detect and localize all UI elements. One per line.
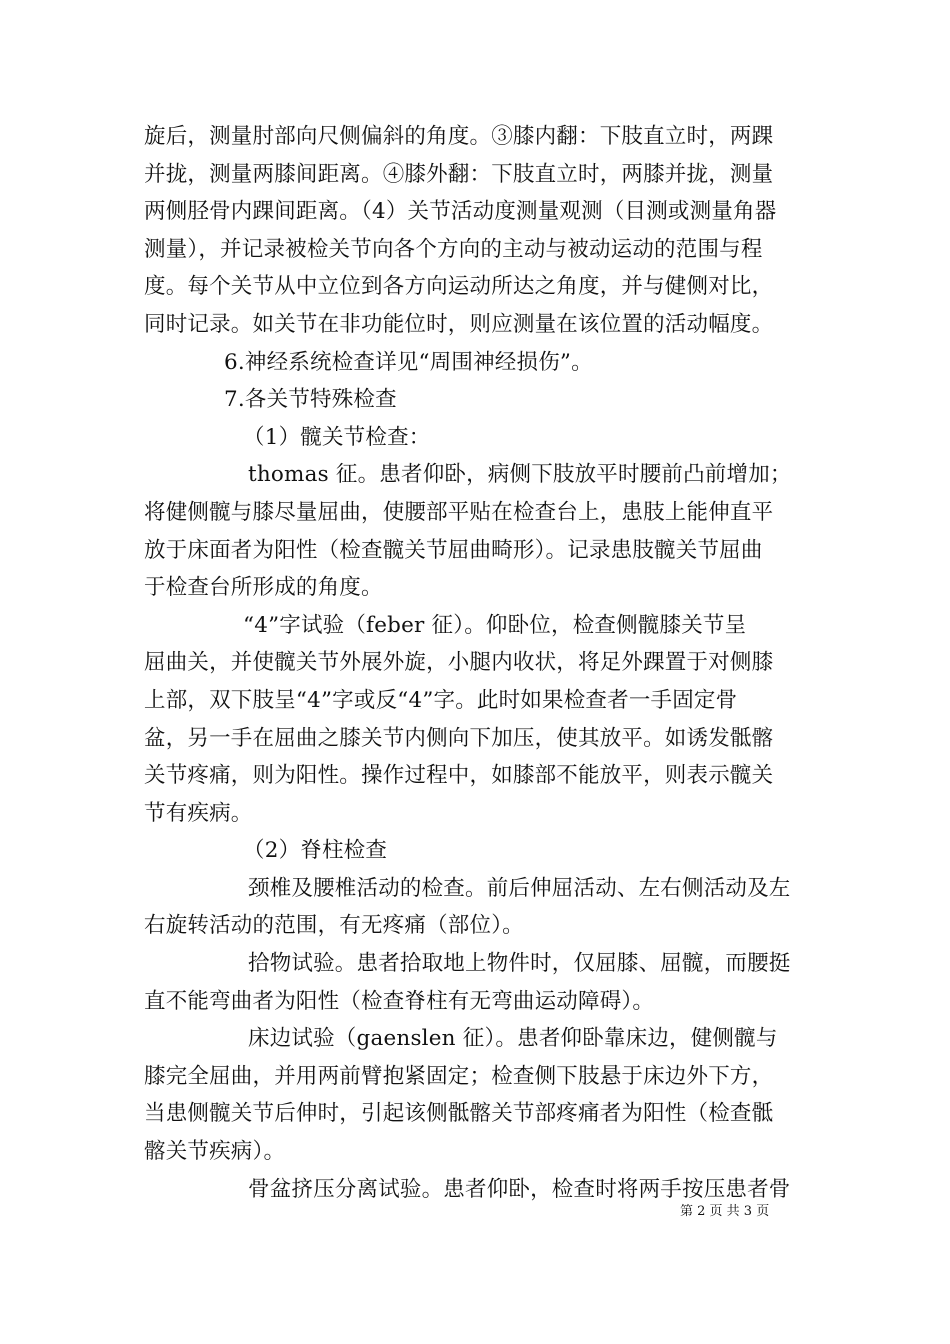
- text-line: thomas 征。患者仰卧，病侧下肢放平时腰前凸前增加；: [248, 462, 792, 488]
- subsection-heading: （1）髋关节检查：: [243, 424, 431, 450]
- text-line: 髂关节疾病）。: [144, 1139, 286, 1165]
- section-heading: 7.各关节特殊检查: [224, 387, 397, 413]
- subsection-heading: （2）脊柱检查: [243, 838, 388, 864]
- text-line: 同时记录。如关节在非功能位时，则应测量在该位置的活动幅度。: [144, 311, 774, 337]
- text-line: 于检查台所形成的角度。: [144, 575, 383, 601]
- text-line: 右旋转活动的范围，有无疼痛（部位）。: [144, 913, 524, 939]
- text-line: 度。每个关节从中立位到各方向运动所达之角度，并与健侧对比，: [144, 274, 774, 300]
- text-line: 骨盆挤压分离试验。患者仰卧，检查时将两手按压患者骨: [248, 1176, 791, 1202]
- text-line: 颈椎及腰椎活动的检查。前后伸屈活动、左右侧活动及左: [248, 875, 791, 901]
- text-line: 膝完全屈曲，并用两前臂抱紧固定；检查侧下肢悬于床边外下方，: [144, 1063, 774, 1089]
- text-line: 测量），并记录被检关节向各个方向的主动与被动运动的范围与程: [144, 236, 763, 262]
- page-number-footer: 第 2 页 共 3 页: [680, 1204, 770, 1219]
- text-line: 直不能弯曲者为阳性（检查脊柱有无弯曲运动障碍）。: [144, 988, 655, 1014]
- text-line: 将健侧髋与膝尽量屈曲，使腰部平贴在检查台上，患肢上能伸直平: [144, 499, 774, 525]
- text-line: 关节疼痛，则为阳性。操作过程中，如膝部不能放平，则表示髋关: [144, 763, 774, 789]
- text-line: 上部，双下肢呈“4”字或反“4”字。此时如果检查者一手固定骨: [144, 687, 738, 713]
- text-line: 节有疾病。: [144, 800, 253, 826]
- text-line: 拾物试验。患者拾取地上物件时，仅屈膝、屈髋，而腰挺: [248, 951, 791, 977]
- text-line: 放于床面者为阳性（检查髋关节屈曲畸形）。记录患肢髋关节屈曲: [144, 537, 763, 563]
- document-body: [144, 118, 808, 1208]
- text-line: 并拢，测量两膝间距离。④膝外翻：下肢直立时，两膝并拢，测量: [144, 161, 774, 187]
- section-heading: 6.神经系统检查详见“周围神经损伤”。: [224, 349, 593, 375]
- text-line: 屈曲关，并使髋关节外展外旋，小腿内收状，将足外踝置于对侧膝: [144, 650, 774, 676]
- text-line: 床边试验（gaenslen 征）。患者仰卧靠床边，健侧髋与: [248, 1026, 778, 1052]
- text-line: 当患侧髋关节后伸时，引起该侧骶髂关节部疼痛者为阳性（检查骶: [144, 1101, 774, 1127]
- text-line: 盆，另一手在屈曲之膝关节内侧向下加压，使其放平。如诱发骶髂: [144, 725, 774, 751]
- text-line: “4”字试验（feber 征）。仰卧位，检查侧髋膝关节呈: [243, 612, 747, 638]
- text-line: 两侧胫骨内踝间距离。（4）关节活动度测量观测（目测或测量角器: [144, 199, 777, 225]
- text-line: 旋后，测量肘部向尺侧偏斜的角度。③膝内翻：下肢直立时，两踝: [144, 124, 774, 149]
